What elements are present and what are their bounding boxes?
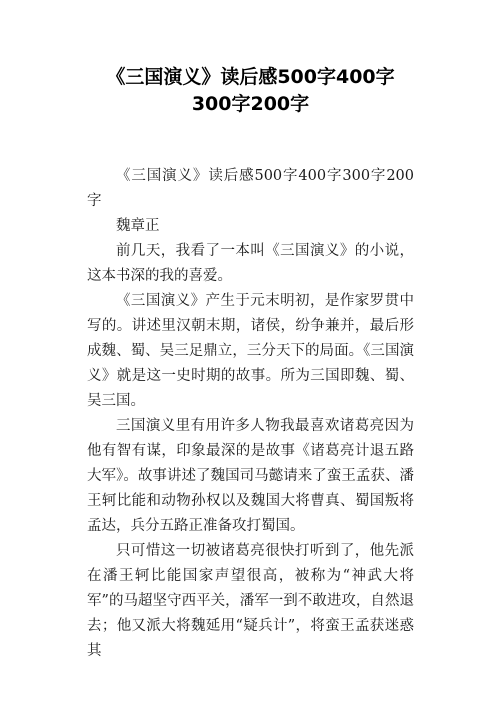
paragraph-author: 魏章正 <box>116 218 160 234</box>
document-body <box>87 164 414 664</box>
paragraph-heading: 《三国演义》读后感500字400字300字200字 <box>87 168 414 209</box>
paragraph: 只可惜这一切被诸葛亮很快打听到了，他先派在潘王轲比能国家声望很高，被称为“神武大将军”的马超坚守西平关，潘军一到不敢进攻，自然退去；他又派大将魏延用“疑兵计”，将蛮王孟获迷惑其 <box>87 543 414 659</box>
paragraph: 三国演义里有用许多人物我最喜欢诸葛亮因为他有智有谋，印象最深的是故事《诸葛亮计退五路大军》。故事讲述了魏国司马懿请来了蛮王孟获、潘王轲比能和动物孙权以及魏国大将曹真、蜀国叛将孟达，兵分五路正准备攻打蜀国。 <box>87 418 414 534</box>
paragraph: 《三国演义》产生于元末明初，是作家罗贯中写的。讲述里汉朝末期，诸侯，纷争兼并，最后形成魏、蜀、吴三足鼎立，三分天下的局面。《三国演义》就是这一史时期的故事。所为三国即魏、蜀、吴三国。 <box>87 293 414 409</box>
document-title <box>87 64 414 118</box>
title-line-1: 《三国演义》读后感500字400字 <box>106 66 395 88</box>
paragraph: 前几天，我看了一本叫《三国演义》的小说，这本书深的我的喜爱。 <box>87 243 414 284</box>
title-line-2: 300字200字 <box>191 93 310 115</box>
